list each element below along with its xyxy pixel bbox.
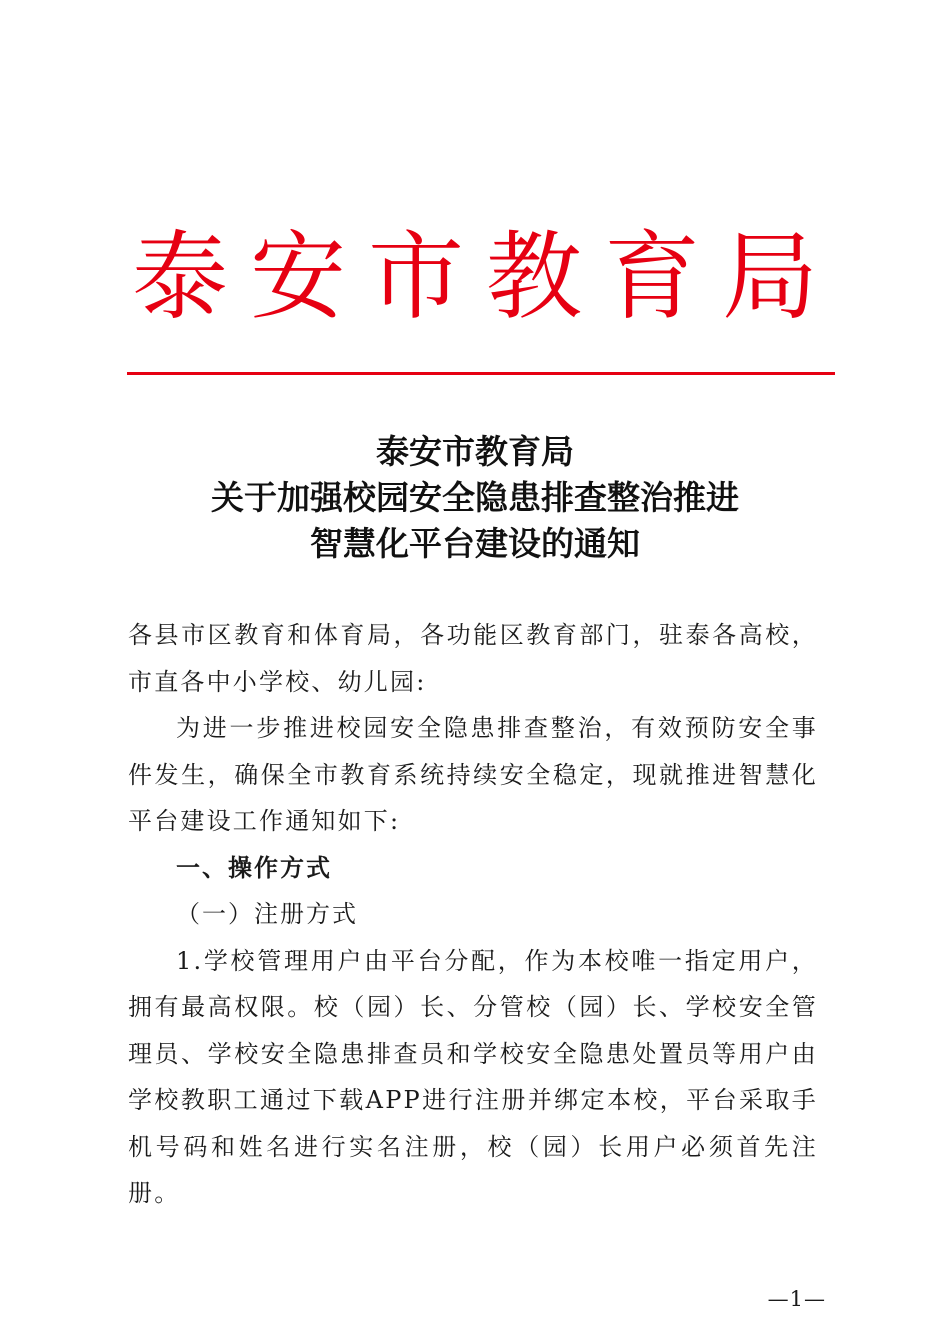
document-title-line-2: 关于加强校园安全隐患排查整治推进: [211, 478, 739, 517]
section-heading: 一、操作方式: [176, 853, 332, 882]
document-title-line-1: 泰安市教育局: [376, 432, 574, 471]
item-paragraph: 1.学校管理用户由平台分配，作为本校唯一指定用户，拥有最高权限。校（园）长、分管校（园）长、学校安全管理员、学校安全隐患排查员和学校安全隐患处置员等用户由学校教职工通过下载APP进行注册并绑定本校，平台采取手机号码和姓名进行实名注册，校（园）长用户必须首先注册。: [128, 946, 818, 1207]
subsection-heading: （一）注册方式: [176, 900, 358, 928]
document-title-line-3: 智慧化平台建设的通知: [310, 524, 640, 563]
issuer-header: 泰安市教育局: [132, 221, 840, 333]
page-number: —1—: [767, 1287, 826, 1311]
red-divider-line: [127, 372, 835, 375]
salutation: 各县市区教育和体育局，各功能区教育部门，驻泰各高校，市直各中小学校、幼儿园:: [128, 621, 818, 696]
intro-paragraph: 为进一步推进校园安全隐患排查整治，有效预防安全事件发生，确保全市教育系统持续安全稳定，现就推进智慧化平台建设工作通知如下:: [128, 714, 818, 835]
document-body: [128, 612, 818, 1217]
